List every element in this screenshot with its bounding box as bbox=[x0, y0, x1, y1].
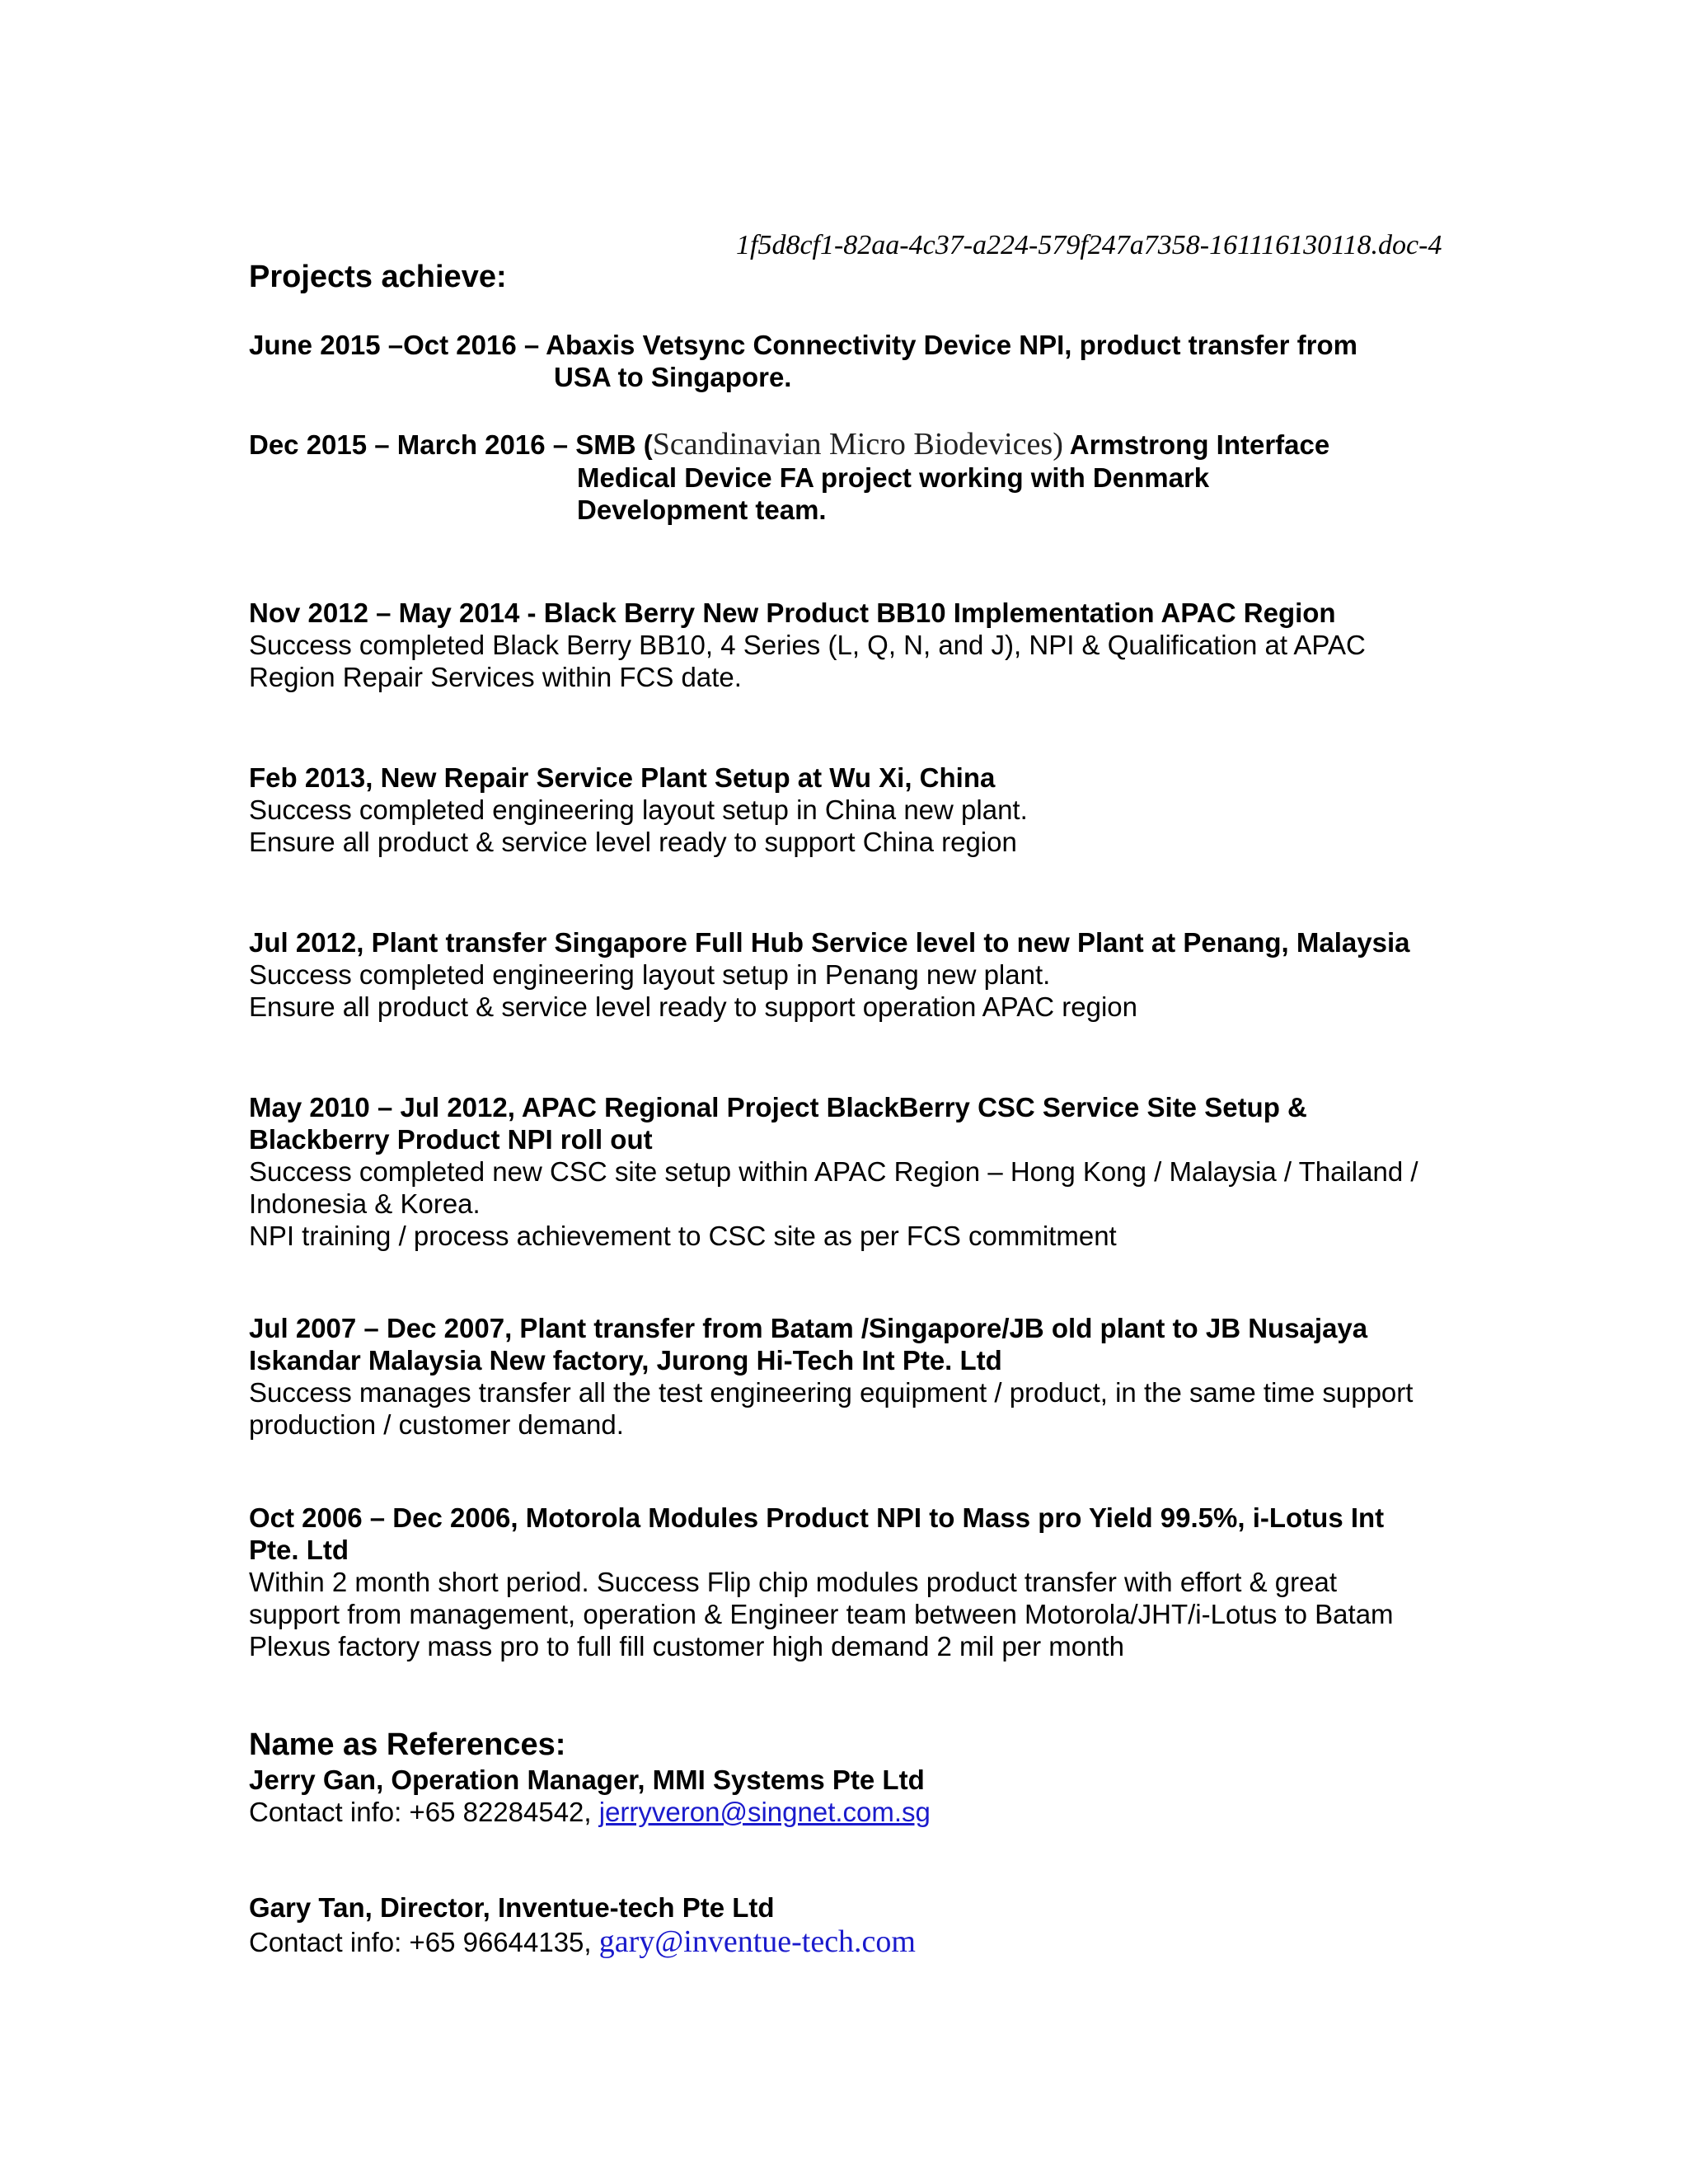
project-3-line-1: Success completed Black Berry BB10, 4 Series (L, Q, N, and J), NPI & Qualification at APAC bbox=[249, 630, 1366, 660]
references-heading: Name as References: bbox=[249, 1727, 566, 1762]
project-8-title-1: Oct 2006 – Dec 2006, Motorola Modules Product NPI to Mass pro Yield 99.5%, i-Lotus Int bbox=[249, 1502, 1385, 1533]
reference-1-phone: Contact info: +65 82284542, bbox=[249, 1797, 599, 1827]
project-8-line-3: Plexus factory mass pro to full fill customer high demand 2 mil per month bbox=[249, 1631, 1124, 1661]
project-6-title-2: Blackberry Product NPI roll out bbox=[249, 1124, 653, 1155]
project-5-title: Jul 2012, Plant transfer Singapore Full Hub Service level to new Plant at Penang, Malaysia bbox=[249, 927, 1410, 958]
project-2-dates: Dec 2015 – March 2016 – SMB ( bbox=[249, 429, 653, 460]
project-2-company: Scandinavian Micro Biodevices) bbox=[652, 427, 1063, 462]
project-2-title: Armstrong Interface bbox=[1062, 429, 1330, 460]
project-8-title-2: Pte. Ltd bbox=[249, 1535, 349, 1565]
project-5-line-1: Success completed engineering layout setup in Penang new plant. bbox=[249, 959, 1051, 990]
project-8-line-2: support from management, operation & Engineer team between Motorola/JHT/i-Lotus to Batam bbox=[249, 1599, 1394, 1629]
project-6-title-1: May 2010 – Jul 2012, APAC Regional Project BlackBerry CSC Service Site Setup & bbox=[249, 1092, 1307, 1122]
project-2-line-3: Development team. bbox=[577, 494, 827, 525]
reference-1-contact bbox=[249, 1797, 931, 1828]
project-3-title: Nov 2012 – May 2014 - Black Berry New Product BB10 Implementation APAC Region bbox=[249, 598, 1336, 628]
project-7-line-2: production / customer demand. bbox=[249, 1409, 624, 1440]
project-6-line-2: Indonesia & Korea. bbox=[249, 1188, 481, 1219]
reference-2-email-link[interactable]: gary@inventue-tech.com bbox=[598, 1924, 916, 1959]
reference-2-name: Gary Tan, Director, Inventue-tech Pte Ltd bbox=[249, 1892, 775, 1923]
project-1-line-1: June 2015 –Oct 2016 – Abaxis Vetsync Connectivity Device NPI, product transfer from bbox=[249, 330, 1357, 360]
project-2-line-1 bbox=[249, 429, 1329, 461]
project-6-line-3: NPI training / process achievement to CSC site as per FCS commitment bbox=[249, 1221, 1117, 1251]
reference-2-contact bbox=[249, 1926, 916, 1958]
projects-heading: Projects achieve: bbox=[249, 260, 507, 294]
document-id: 1f5d8cf1-82aa-4c37-a224-579f247a7358-161116130118.doc-4 bbox=[736, 230, 1442, 260]
project-2-line-2: Medical Device FA project working with Denmark bbox=[577, 462, 1210, 493]
project-6-line-1: Success completed new CSC site setup within APAC Region – Hong Kong / Malaysia / Thailand / bbox=[249, 1156, 1418, 1187]
project-7-line-1: Success manages transfer all the test engineering equipment / product, in the same time support bbox=[249, 1377, 1414, 1408]
project-7-title-1: Jul 2007 – Dec 2007, Plant transfer from Batam /Singapore/JB old plant to JB Nusajaya bbox=[249, 1313, 1368, 1343]
project-7-title-2: Iskandar Malaysia New factory, Jurong Hi-Tech Int Pte. Ltd bbox=[249, 1345, 1002, 1376]
reference-1-email-link[interactable]: jerryveron@singnet.com.sg bbox=[598, 1797, 931, 1827]
reference-1-name: Jerry Gan, Operation Manager, MMI Systems Pte Ltd bbox=[249, 1765, 925, 1795]
project-4-line-2: Ensure all product & service level ready to support China region bbox=[249, 827, 1017, 857]
project-3-line-2: Region Repair Services within FCS date. bbox=[249, 662, 742, 692]
project-1-line-2: USA to Singapore. bbox=[554, 362, 792, 392]
reference-2-phone: Contact info: +65 96644135, bbox=[249, 1927, 599, 1957]
project-4-title: Feb 2013, New Repair Service Plant Setup at Wu Xi, China bbox=[249, 762, 996, 793]
project-4-line-1: Success completed engineering layout setup in China new plant. bbox=[249, 794, 1028, 825]
project-5-line-2: Ensure all product & service level ready to support operation APAC region bbox=[249, 991, 1137, 1022]
project-8-line-1: Within 2 month short period. Success Flip chip modules product transfer with effort & great bbox=[249, 1567, 1337, 1597]
